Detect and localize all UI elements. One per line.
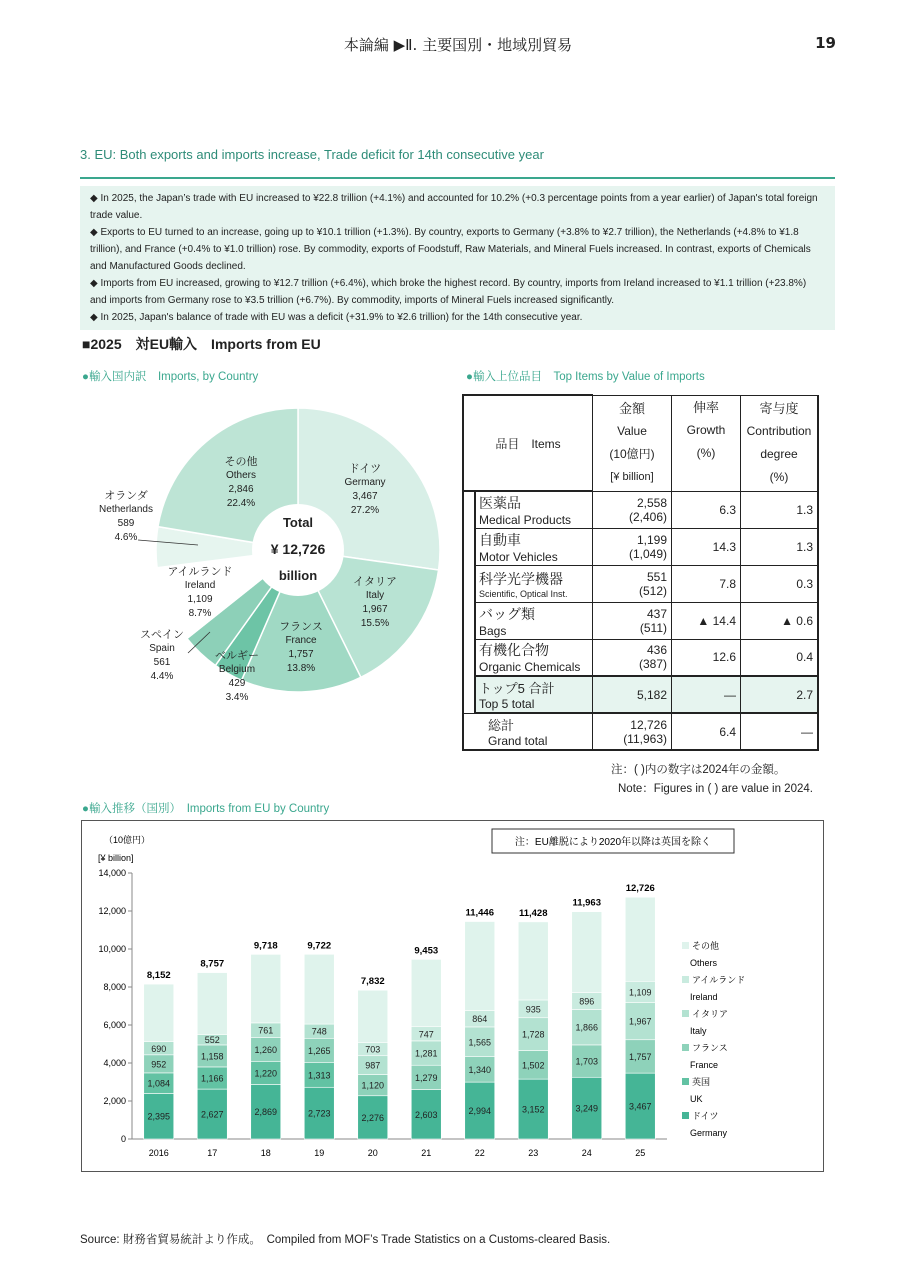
pie-label-jp: その他: [224, 456, 258, 468]
value-cell: [593, 491, 672, 528]
contrib-cell: ▲ 0.6: [741, 602, 819, 639]
pie-label-en: Ireland: [184, 580, 216, 591]
pie-label-netherlands: [90, 489, 162, 545]
pie-label-jp: フランス: [279, 621, 323, 633]
item-en: Bags: [479, 623, 507, 638]
y-tick-label: 14,000: [98, 868, 126, 878]
pie-label-value: 1,967: [362, 604, 388, 615]
pie-label-value: 561: [153, 657, 171, 668]
x-tick-label: 23: [528, 1148, 539, 1158]
legend-swatch: [682, 1010, 689, 1017]
pie-label-spain: [132, 628, 192, 684]
bar-data-label: 2,603: [414, 1109, 438, 1120]
legend-swatch: [682, 1044, 689, 1051]
bar-segment-others: [197, 973, 227, 1035]
bar-data-label: 1,502: [521, 1060, 545, 1071]
x-tick-label: 18: [260, 1148, 271, 1158]
item-en: Organic Chemicals: [479, 660, 581, 675]
bar-data-label: 1,120: [361, 1080, 385, 1091]
trend-chart: [82, 821, 823, 1171]
legend-label-jp: ドイツ: [692, 1111, 719, 1121]
th-growth-jp: 伸率: [692, 399, 719, 415]
bar-data-label: 1,265: [307, 1045, 331, 1056]
y-tick-label: 4,000: [103, 1058, 126, 1068]
th-value-unit: (10億円): [609, 447, 655, 461]
bar-data-label: 1,757: [628, 1051, 652, 1062]
table-row-grand: [463, 713, 818, 750]
x-tick-label: 17: [207, 1148, 218, 1158]
bar-data-label: 2,627: [200, 1109, 224, 1120]
th-value-unit-en: [¥ billion]: [610, 471, 654, 483]
table-header-row: [463, 395, 818, 491]
item-jp: 科学光学機器: [479, 570, 563, 587]
legend-swatch: [682, 942, 689, 949]
summary-box: [80, 186, 835, 330]
bar-layer: [98, 868, 667, 1158]
bar-segment-others: [251, 954, 281, 1023]
bar-total-label: 11,428: [518, 907, 548, 919]
bar-segment-others: [625, 897, 655, 981]
x-tick-label: 24: [581, 1148, 592, 1158]
th-contrib-jp: 寄与度: [759, 401, 799, 416]
bar-data-label: 864: [472, 1014, 488, 1025]
bar-data-label: 1,340: [468, 1064, 492, 1075]
table-row: [463, 565, 818, 602]
bar-data-label: 1,220: [254, 1068, 278, 1079]
pie-label-value: 1,109: [187, 594, 213, 605]
pie-title: ●輸入国内訳 Imports, by Country: [82, 371, 259, 383]
th-value: [593, 395, 672, 491]
value-prev: (512): [638, 583, 667, 598]
value-current: 12,726: [630, 717, 667, 732]
value-prev: (511): [639, 620, 667, 635]
pie-label-en: France: [285, 635, 317, 646]
th-items: 品目 Items: [463, 395, 593, 491]
bar-total-label: 11,446: [465, 907, 495, 919]
bar-data-label: 3,467: [628, 1101, 652, 1112]
bar-data-label: 1,158: [200, 1051, 224, 1062]
page-number: 19: [815, 34, 836, 52]
table-row: [463, 491, 818, 528]
item-cell: [475, 491, 593, 528]
trend-title: ●輸入推移（国別） Imports from EU by Country: [82, 803, 330, 815]
y-tick-label: 12,000: [98, 906, 126, 916]
bar-data-label: 3,249: [575, 1103, 599, 1114]
item-cell: [475, 676, 593, 713]
table-indent: [463, 491, 475, 713]
value-current: 1,199: [636, 532, 667, 547]
bar-data-label: 2,869: [254, 1107, 278, 1118]
growth-cell: 12.6: [672, 639, 741, 676]
bar-segment-others: [465, 922, 495, 1011]
bar-data-label: 1,279: [414, 1072, 438, 1083]
pie-label-pct: 13.8%: [286, 663, 316, 674]
table-title: ●輸入上位品目 Top Items by Value of Imports: [466, 371, 705, 383]
pie-label-pct: 4.6%: [114, 532, 138, 543]
th-contrib-en: Contribution: [746, 424, 812, 438]
pie-label-france: [271, 620, 331, 676]
bar-data-label: 2,723: [307, 1108, 331, 1119]
header-breadcrumb: 本論編 ▶Ⅱ. 主要国別・地域別貿易: [343, 36, 573, 54]
y-tick-label: 0: [120, 1134, 126, 1144]
section-title: 3. EU: Both exports and imports increase, Trade deficit for 14th consecutive year: [80, 147, 544, 162]
bar-data-label: 1,866: [575, 1022, 599, 1033]
legend-label-jp: その他: [692, 941, 720, 951]
pie-label-en: Germany: [344, 477, 386, 488]
value-cell: [593, 565, 672, 602]
legend-label-jp: 英国: [692, 1077, 711, 1087]
bar-data-label: 552: [204, 1035, 220, 1046]
item-jp: 自動車: [479, 531, 521, 548]
item-en: Scientific, Optical Inst.: [479, 588, 568, 599]
legend-label-en: Germany: [690, 1128, 728, 1138]
chart-legend: [682, 940, 745, 1138]
pie-label-jp: イタリア: [353, 576, 397, 588]
pie-center-unit: billion: [278, 568, 318, 583]
contrib-cell: 0.3: [741, 565, 819, 602]
top-items-table: [462, 394, 819, 751]
table-row: [463, 639, 818, 676]
value-current: 437: [646, 606, 667, 621]
item-cell: [475, 639, 593, 676]
contrib-cell: 2.7: [741, 676, 819, 713]
bar-data-label: 1,109: [628, 987, 652, 998]
section-divider: [80, 177, 835, 179]
th-growth: [672, 395, 741, 491]
legend-swatch: [682, 1078, 689, 1085]
legend-swatch: [682, 1112, 689, 1119]
x-tick-label: 2016: [148, 1148, 169, 1158]
legend-label-jp: アイルランド: [692, 975, 746, 985]
value-prev: (11,963): [623, 731, 667, 746]
y-tick-label: 6,000: [103, 1020, 126, 1030]
bar-data-label: 987: [365, 1060, 381, 1071]
contrib-cell: 1.3: [741, 491, 819, 528]
pie-label-en: Others: [225, 470, 256, 481]
table-note-jp: 注：( )内の数字は2024年の金額。: [611, 764, 786, 776]
item-cell: [475, 602, 593, 639]
value-cell: [593, 602, 672, 639]
bar-data-label: 1,166: [200, 1073, 224, 1084]
bar-segment-others: [304, 954, 334, 1024]
pie-center-total: Total: [282, 515, 314, 530]
pie-label-value: 589: [117, 518, 135, 529]
pie-label-pct: 15.5%: [360, 618, 390, 629]
bar-data-label: 703: [365, 1044, 381, 1055]
bar-data-label: 1,565: [468, 1037, 492, 1048]
pie-label-en: Spain: [149, 643, 175, 654]
bar-data-label: 2,276: [361, 1112, 385, 1123]
pie-label-ireland: [163, 565, 237, 621]
bar-data-label: 761: [258, 1025, 274, 1036]
value-prev: (387): [638, 657, 667, 672]
x-tick-label: 19: [314, 1148, 325, 1158]
pie-label-pct: 27.2%: [350, 505, 380, 516]
pie-label-en: Belgium: [218, 664, 256, 675]
value-prev: (2,406): [628, 509, 667, 524]
item-cell: [475, 565, 593, 602]
value-cell: [593, 528, 672, 565]
th-contrib: [741, 395, 819, 491]
value-current: 551: [646, 569, 667, 584]
growth-cell: 6.4: [672, 713, 741, 750]
bar-total-label: 9,722: [307, 940, 332, 952]
bar-total-label: 8,757: [200, 958, 225, 970]
item-jp: 医薬品: [479, 494, 521, 511]
bar-total-label: 9,453: [414, 945, 439, 957]
bar-segment-others: [572, 912, 602, 993]
pie-label-others: [211, 455, 271, 511]
pie-label-germany: [333, 462, 397, 518]
x-tick-label: 20: [367, 1148, 378, 1158]
value-current: 2,558: [636, 495, 667, 510]
pie-label-jp: ベルギー: [215, 650, 259, 662]
pie-label-jp: ドイツ: [348, 463, 382, 475]
legend-label-jp: フランス: [692, 1043, 728, 1053]
legend-label-en: Italy: [690, 1026, 707, 1036]
pie-label-pct: 4.4%: [150, 671, 174, 682]
x-tick-label: 22: [474, 1148, 485, 1158]
legend-swatch: [682, 976, 689, 983]
y-tick-label: 2,000: [103, 1096, 126, 1106]
th-value-en: Value: [617, 424, 647, 438]
growth-cell: 6.3: [672, 491, 741, 528]
bar-data-label: 747: [418, 1029, 434, 1040]
item-cell: [463, 713, 593, 750]
growth-cell: ―: [672, 676, 741, 713]
bar-data-label: 748: [311, 1026, 327, 1037]
item-jp: トップ5 合計: [479, 681, 555, 696]
pie-label-en: Italy: [365, 590, 385, 601]
bar-segment-others: [411, 959, 441, 1026]
bar-total-label: 11,963: [572, 897, 602, 909]
item-jp: バッグ類: [479, 605, 535, 622]
pie-label-pct: 8.7%: [188, 608, 212, 619]
y-tick-label: 8,000: [103, 982, 126, 992]
item-jp: 総計: [488, 718, 515, 733]
bar-data-label: 1,281: [414, 1048, 438, 1059]
summary-para: ◆ In 2025, the Japan’s trade with EU increased to ¥22.8 trillion (+4.1%) and accounted for 10.2% (+0.3 percentage points from a year earlier) of Japan's total foreign trade value.: [90, 193, 818, 221]
value-current: 436: [646, 643, 667, 658]
legend-label-en: Others: [690, 958, 718, 968]
pie-center-value: ¥ 12,726: [270, 541, 326, 557]
source-note: Source: 財務省貿易統計より作成。 Compiled from MOF’s Trade Statistics on a Customs-cleared Basis.: [80, 1234, 611, 1246]
pie-label-value: 3,467: [352, 491, 378, 502]
item-en: Medical Products: [479, 512, 572, 527]
bar-data-label: 690: [151, 1043, 167, 1054]
pie-label-jp: スペイン: [140, 629, 184, 641]
table-row: [463, 602, 818, 639]
pie-label-value: 429: [228, 678, 246, 689]
th-contrib-deg: degree: [760, 447, 798, 461]
contrib-cell: 1.3: [741, 528, 819, 565]
value-cell: [593, 639, 672, 676]
pie-label-pct: 22.4%: [226, 498, 256, 509]
x-tick-label: 21: [421, 1148, 432, 1158]
bar-data-label: 1,728: [521, 1029, 545, 1040]
summary-para: ◆ Imports from EU increased, growing to ¥12.7 trillion (+6.4%), which broke the highest record. By country, imports from Ireland increased to ¥1.1 trillion (+23.8%) and imports from Germany rose to ¥3.5 trillion (+6.7%). By commodity, imports of Mineral Fuels increased significantly.: [90, 278, 807, 306]
bar-data-label: 1,703: [575, 1056, 599, 1067]
bar-total-label: 7,832: [360, 976, 385, 988]
bar-total-label: 9,718: [253, 940, 278, 952]
trend-chart-frame: [81, 820, 824, 1172]
bar-data-label: 935: [525, 1004, 541, 1015]
pie-label-belgium: [207, 649, 267, 705]
growth-cell: ▲ 14.4: [672, 602, 741, 639]
table-row: [463, 528, 818, 565]
item-en: Grand total: [488, 734, 548, 748]
item-en: Top 5 total: [479, 697, 535, 711]
summary-para: ◆ In 2025, Japan's balance of trade with EU was a deficit (+31.9% to ¥2.6 trillion) for the 14th consecutive year.: [90, 312, 583, 323]
bar-segment-others: [358, 990, 388, 1042]
legend-label-jp: イタリア: [692, 1009, 729, 1019]
bar-data-label: 896: [579, 996, 595, 1007]
contrib-cell: ―: [741, 713, 819, 750]
y-axis-label-jp: （10億円）: [104, 835, 151, 845]
bar-total-label: 8,152: [146, 970, 171, 982]
bar-data-label: 2,994: [468, 1106, 492, 1117]
value-prev: (1,049): [628, 546, 667, 561]
bar-data-label: 1,967: [628, 1016, 652, 1027]
th-growth-unit: (%): [696, 445, 716, 460]
legend-label-en: UK: [690, 1094, 703, 1104]
th-growth-en: Growth: [686, 422, 726, 437]
pie-label-pct: 3.4%: [225, 692, 249, 703]
bar-data-label: 1,313: [307, 1070, 331, 1081]
legend-label-en: France: [690, 1060, 719, 1070]
pie-label-italy: [345, 575, 405, 631]
bar-data-label: 2,395: [147, 1111, 171, 1122]
bar-segment-others: [518, 922, 548, 1000]
pie-label-jp: オランダ: [104, 490, 148, 502]
item-jp: 有機化合物: [479, 642, 549, 659]
bar-data-label: 1,084: [147, 1078, 171, 1089]
pie-label-value: 1,757: [288, 649, 314, 660]
growth-cell: 7.8: [672, 565, 741, 602]
pie-label-en: Netherlands: [99, 504, 153, 515]
bar-data-label: 3,152: [521, 1104, 545, 1115]
item-cell: [475, 528, 593, 565]
th-value-jp: 金額: [618, 401, 645, 416]
th-contrib-unit: (%): [769, 470, 789, 484]
legend-label-en: Ireland: [690, 992, 718, 1002]
table-note-en: Note：Figures in ( ) are value in 2024.: [618, 783, 813, 795]
item-en: Motor Vehicles: [479, 549, 558, 564]
chart-note: 注：EU離脱により2020年以降は英国を除く: [514, 837, 712, 848]
bar-total-label: 12,726: [625, 883, 655, 895]
summary-para: ◆ Exports to EU turned to an increase, going up to ¥10.1 trillion (+1.3%). By country, exports to Germany (+3.8% to ¥2.7 trillion), the Netherlands (+4.8% to ¥1.8 trillion), and France (+0.4% to ¥1.0 trillion) rose. By commodity, exports of Foodstuff, Raw Materials, and Mineral Fuels increased. In contrast, exports of Chemicals and Manufactured Goods declined.: [90, 227, 811, 272]
growth-cell: 14.3: [672, 528, 741, 565]
x-tick-label: 25: [635, 1148, 646, 1158]
pie-label-jp: アイルランド: [167, 566, 233, 578]
bar-data-label: 952: [151, 1059, 167, 1070]
bar-data-label: 1,260: [254, 1044, 278, 1055]
bar-segment-others: [144, 984, 174, 1042]
y-axis-label-en: [¥ billion]: [98, 853, 134, 863]
pie-label-value: 2,846: [228, 484, 254, 495]
contrib-cell: 0.4: [741, 639, 819, 676]
value-cell: 5,182: [593, 676, 672, 713]
value-cell: [593, 713, 672, 750]
table-row-top5: [463, 676, 818, 713]
y-tick-label: 10,000: [98, 944, 126, 954]
imports-heading: ■2025 対EU輸入 Imports from EU: [82, 336, 321, 352]
